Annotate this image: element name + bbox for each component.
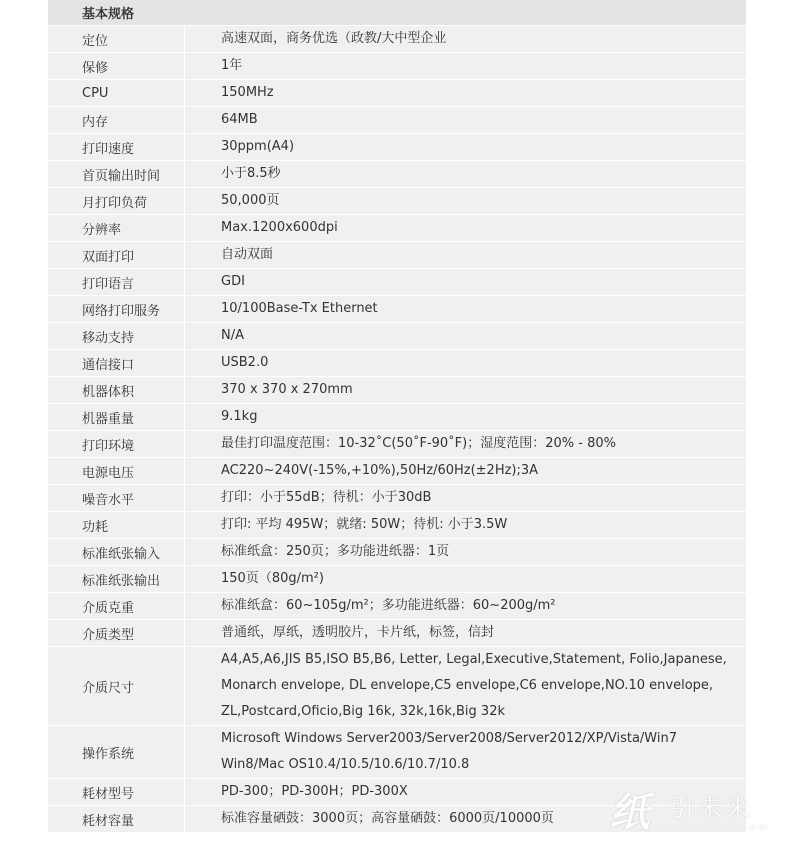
spec-value xyxy=(185,80,746,106)
spec-label: 移动支持 xyxy=(48,323,185,349)
spec-value-line: GDI xyxy=(221,274,245,289)
spec-value-line: 标准纸盒：250页；多功能进纸器：1页 xyxy=(221,544,450,559)
spec-value-line: 普通纸，厚纸，透明胶片，卡片纸，标签，信封 xyxy=(221,625,495,640)
spec-value-line: 10/100Base-Tx Ethernet xyxy=(221,301,378,316)
spec-value-line: A4,A5,A6,JIS B5,ISO B5,B6, Letter, Legal,Executive,Statement, Folio,Japanese, xyxy=(221,652,727,667)
spec-row xyxy=(48,404,746,431)
spec-table-header xyxy=(48,0,746,26)
spec-value xyxy=(185,26,746,52)
spec-value xyxy=(185,566,746,592)
spec-value-line: AC220~240V(-15%,+10%),50Hz/60Hz(±2Hz);3A xyxy=(221,463,539,478)
spec-section-title: 基本规格 xyxy=(82,7,135,22)
spec-row xyxy=(48,134,746,161)
spec-value-line: ZL,Postcard,Oficio,Big 16k, 32k,16k,Big 32k xyxy=(221,704,506,719)
spec-value xyxy=(185,377,746,403)
spec-row xyxy=(48,107,746,134)
spec-label: 电源电压 xyxy=(48,458,185,484)
spec-label: 操作系统 xyxy=(48,726,185,778)
spec-row xyxy=(48,620,746,647)
spec-label: 耗材型号 xyxy=(48,779,185,805)
spec-label: 分辨率 xyxy=(48,215,185,241)
spec-row xyxy=(48,296,746,323)
spec-value-line: 150页（80g/m²) xyxy=(221,571,324,586)
spec-row xyxy=(48,647,746,726)
spec-value xyxy=(185,161,746,187)
spec-label: 保修 xyxy=(48,53,185,79)
spec-label: 通信接口 xyxy=(48,350,185,376)
spec-label: 打印速度 xyxy=(48,134,185,160)
spec-label: 打印环境 xyxy=(48,431,185,457)
spec-value-line: PD-300；PD-300H；PD-300X xyxy=(221,784,408,799)
spec-value xyxy=(185,458,746,484)
spec-value xyxy=(185,431,746,457)
spec-row xyxy=(48,566,746,593)
spec-value-line: 150MHz xyxy=(221,85,274,100)
spec-value xyxy=(185,215,746,241)
spec-row xyxy=(48,485,746,512)
spec-value xyxy=(185,485,746,511)
spec-row xyxy=(48,350,746,377)
spec-row xyxy=(48,80,746,107)
spec-value-line: 标准容量硒鼓：3000页；高容量硒鼓：6000页/10000页 xyxy=(221,811,554,826)
spec-value xyxy=(185,726,746,778)
spec-row xyxy=(48,269,746,296)
spec-label: 介质克重 xyxy=(48,593,185,619)
spec-row xyxy=(48,539,746,566)
spec-label: 噪音水平 xyxy=(48,485,185,511)
spec-value xyxy=(185,134,746,160)
spec-row xyxy=(48,431,746,458)
spec-value-line: 9.1kg xyxy=(221,409,258,424)
spec-value xyxy=(185,593,746,619)
spec-label: 网络打印服务 xyxy=(48,296,185,322)
spec-row xyxy=(48,512,746,539)
spec-value xyxy=(185,620,746,646)
spec-value-line: 64MB xyxy=(221,112,258,127)
spec-value xyxy=(185,404,746,430)
spec-value xyxy=(185,323,746,349)
spec-value xyxy=(185,269,746,295)
watermark-text xyxy=(654,796,770,833)
watermark-brand: 引未来 xyxy=(669,794,754,822)
spec-label: 打印语言 xyxy=(48,269,185,295)
spec-value xyxy=(185,539,746,565)
spec-value xyxy=(185,242,746,268)
spec-value-line: 小于8.5秒 xyxy=(221,166,281,181)
spec-row xyxy=(48,215,746,242)
spec-value-line: Win8/Mac OS10.4/10.5/10.6/10.7/10.8 xyxy=(221,757,470,772)
spec-row xyxy=(48,161,746,188)
spec-value xyxy=(185,107,746,133)
spec-label: 机器体积 xyxy=(48,377,185,403)
spec-row xyxy=(48,323,746,350)
spec-label: 标准纸张输出 xyxy=(48,566,185,592)
spec-row xyxy=(48,53,746,80)
spec-label: 介质尺寸 xyxy=(48,647,185,725)
spec-value-line: 30ppm(A4) xyxy=(221,139,295,154)
spec-value xyxy=(185,188,746,214)
spec-value-line: 标准纸盒：60~105g/m²；多功能进纸器：60~200g/m² xyxy=(221,598,556,613)
spec-label: 标准纸张输入 xyxy=(48,539,185,565)
spec-value xyxy=(185,647,746,725)
spec-value-line: 打印: 平均 495W；就绪: 50W；待机: 小于3.5W xyxy=(221,517,508,532)
spec-value-line: Max.1200x600dpi xyxy=(221,220,338,235)
watermark xyxy=(609,790,770,836)
spec-value xyxy=(185,53,746,79)
spec-value-line: Monarch envelope, DL envelope,C5 envelope,C6 envelope,NO.10 envelope, xyxy=(221,678,714,693)
spec-value-line: 打印：小于55dB；待机：小于30dB xyxy=(221,490,432,505)
spec-row xyxy=(48,458,746,485)
spec-value-line: 50,000页 xyxy=(221,193,280,208)
spec-row xyxy=(48,26,746,53)
spec-table xyxy=(48,0,746,836)
spec-value-line: 最佳打印温度范围：10-32˚C(50˚F-90˚F)；湿度范围：20% - 80% xyxy=(221,436,616,451)
watermark-url: www.5izywl.com xyxy=(653,823,770,833)
spec-label: 首页输出时间 xyxy=(48,161,185,187)
spec-value-line: Microsoft Windows Server2003/Server2008/Server2012/XP/Vista/Win7 xyxy=(221,731,677,746)
spec-value xyxy=(185,512,746,538)
spec-value-line: 自动双面 xyxy=(221,247,274,262)
spec-value-line: 370 x 370 x 270mm xyxy=(221,382,353,397)
spec-value-line: N/A xyxy=(221,328,244,343)
spec-value-line: 1年 xyxy=(221,58,243,73)
spec-label: 内存 xyxy=(48,107,185,133)
spec-label: 定位 xyxy=(48,26,185,52)
spec-row xyxy=(48,593,746,620)
spec-label: 月打印负荷 xyxy=(48,188,185,214)
spec-label: 耗材容量 xyxy=(48,806,185,832)
spec-value-line: 高速双面，商务优选（政教/大中型企业 xyxy=(221,31,447,46)
spec-label: 双面打印 xyxy=(48,242,185,268)
spec-label: 机器重量 xyxy=(48,404,185,430)
spec-row xyxy=(48,726,746,779)
spec-label: 功耗 xyxy=(48,512,185,538)
spec-label: CPU xyxy=(48,80,185,106)
watermark-logo: 纸 xyxy=(609,790,650,836)
spec-value xyxy=(185,350,746,376)
spec-row xyxy=(48,188,746,215)
spec-value xyxy=(185,296,746,322)
spec-row xyxy=(48,377,746,404)
spec-value-line: USB2.0 xyxy=(221,355,269,370)
spec-rows xyxy=(48,26,746,836)
spec-row xyxy=(48,242,746,269)
spec-label: 介质类型 xyxy=(48,620,185,646)
